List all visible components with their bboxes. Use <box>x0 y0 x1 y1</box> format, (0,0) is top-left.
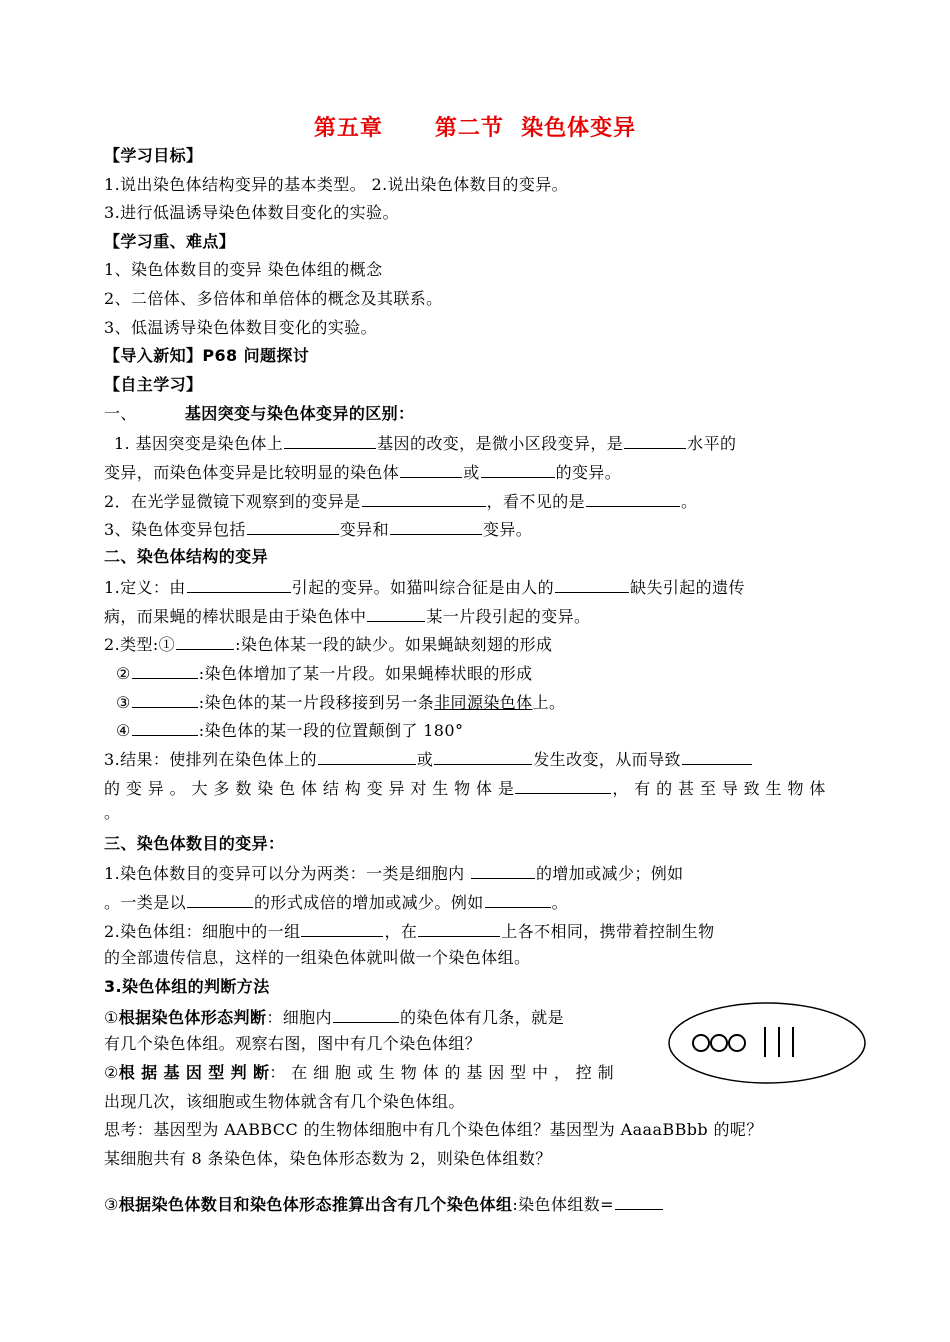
s1-line-3: 2．在光学显微镜下观察到的变异是 ，看不见的是 。 <box>104 492 698 511</box>
s3-number-line-1: 1.染色体数目的变异可以分为两类：一类是细胞内 的增加或减少；例如 <box>104 864 684 883</box>
self-study-heading: 【自主学习】 <box>104 375 203 394</box>
section-1-title: 基因突变与染色体变异的区别： <box>184 404 415 423</box>
s2-definition-line-2: 病，而果蝇的棒状眼是由于染色体中 某一片段引起的变异。 <box>104 607 591 626</box>
fill-blank[interactable] <box>555 576 629 593</box>
fill-blank[interactable] <box>390 518 482 535</box>
method-2-line-1: ②根 据 基 因 型 判 断： 在 细 胞 或 生 物 体 的 基 因 型 中 ， 控 制 <box>104 1063 615 1082</box>
fill-blank[interactable] <box>176 633 234 650</box>
s2-definition-line-1: 1.定义：由 引起的变异。如猫叫综合征是由人的 缺失引起的遗传 <box>104 578 745 597</box>
fill-blank[interactable] <box>586 490 680 507</box>
key-point-1: 1、染色体数目的变异 染色体组的概念 <box>104 260 383 279</box>
think-line-2: 某细胞共有 8 条染色体，染色体形态数为 2，则染色体组数？ <box>104 1149 552 1168</box>
fill-blank[interactable] <box>471 862 535 879</box>
s1-line-1: 1. 基因突变是染色体上 基因的改变，是微小区段变异，是 水平的 <box>114 434 737 453</box>
fill-blank[interactable] <box>485 891 551 908</box>
fill-blank[interactable] <box>333 1006 399 1023</box>
goal-line-2: 3.进行低温诱导染色体数目变化的实验。 <box>104 203 399 222</box>
s3-group-line-1: 2.染色体组：细胞中的一组 ，在 上各不相同，携带着控制生物 <box>104 922 715 941</box>
method-1-line-1: ①根据染色体形态判断：细胞内 的染色体有几条，就是 <box>104 1008 564 1027</box>
learning-goals-heading: 【学习目标】 <box>104 146 203 165</box>
fill-blank[interactable] <box>187 576 291 593</box>
fill-blank[interactable] <box>247 518 339 535</box>
fill-blank[interactable] <box>362 490 486 507</box>
fill-blank[interactable] <box>284 432 376 449</box>
s2-result-line-3: 。 <box>104 803 121 822</box>
fill-blank[interactable] <box>615 1193 663 1210</box>
key-point-2: 2、二倍体、多倍体和单倍体的概念及其联系。 <box>104 289 443 308</box>
method-3-line: ③根据染色体数目和染色体形态推算出含有几个染色体组:染色体组数= <box>104 1193 664 1215</box>
think-line-1: 思考：基因型为 AABBCC 的生物体细胞中有几个染色体组？基因型为 AaaaBBbb 的呢？ <box>104 1120 763 1139</box>
cell-outline <box>669 1003 865 1083</box>
method-heading: 3.染色体组的判断方法 <box>104 977 270 996</box>
fill-blank[interactable] <box>132 719 198 736</box>
s2-type-2: ② :染色体增加了某一片段。如果蝇棒状眼的形成 <box>116 664 533 683</box>
fill-blank[interactable] <box>132 691 198 708</box>
fill-blank[interactable] <box>301 920 383 937</box>
section-2-heading: 二、染色体结构的变异 <box>104 547 269 566</box>
fill-blank[interactable] <box>434 748 532 765</box>
fill-blank[interactable] <box>624 432 686 449</box>
intro-heading: 【导入新知】P68 问题探讨 <box>104 346 310 365</box>
method-1-line-2: 有几个染色体组。观察右图，图中有几个染色体组？ <box>104 1034 482 1053</box>
goal-line-1: 1.说出染色体结构变异的基本类型。 2.说出染色体数目的变异。 <box>104 175 569 194</box>
fill-blank[interactable] <box>318 748 416 765</box>
s3-number-line-2: 。一类是以 的形式成倍的增加或减少。例如 。 <box>104 893 569 912</box>
method-2-line-2: 出现几次，该细胞或生物体就含有几个染色体组。 <box>104 1092 465 1111</box>
fill-blank[interactable] <box>187 891 253 908</box>
section-1-number: 一、 <box>104 404 137 423</box>
fill-blank[interactable] <box>132 662 198 679</box>
rod-chromosomes <box>765 1027 793 1057</box>
key-points-heading: 【学习重、难点】 <box>104 232 236 251</box>
cell-chromosome-diagram <box>667 1001 867 1085</box>
s2-type-1: 2.类型:① :染色体某一段的缺少。如果蝇缺刻翅的形成 <box>104 635 553 654</box>
fill-blank[interactable] <box>515 777 611 794</box>
fill-blank[interactable] <box>481 461 555 478</box>
fill-blank[interactable] <box>418 920 500 937</box>
s2-result-line-2: 的 变 异 。 大 多 数 染 色 体 结 构 变 异 对 生 物 体 是 ， 有 的 甚 至 导 致 生 物 体 <box>104 779 826 798</box>
s3-group-line-2: 的全部遗传信息，这样的一组染色体就叫做一个染色体组。 <box>104 948 531 967</box>
s1-line-4: 3、染色体变异包括 变异和 变异。 <box>104 520 533 539</box>
key-point-3: 3、低温诱导染色体数目变化的实验。 <box>104 318 377 337</box>
fill-blank[interactable] <box>367 605 425 622</box>
s2-type-3: ③ :染色体的某一片段移接到另一条非同源染色体上。 <box>116 693 566 712</box>
section-1-heading <box>104 404 414 424</box>
section-3-heading: 三、染色体数目的变异： <box>104 834 285 853</box>
fill-blank[interactable] <box>400 461 462 478</box>
round-chromosomes <box>693 1035 745 1051</box>
s2-type-4: ④ :染色体的某一段的位置颠倒了 180° <box>116 721 464 740</box>
s1-line-2: 变异，而染色体变异是比较明显的染色体 或 的变异。 <box>104 463 622 482</box>
fill-blank[interactable] <box>682 748 752 765</box>
s2-result-line-1: 3.结果：使排列在染色体上的 或 发生改变，从而导致 <box>104 748 753 770</box>
page-title: 第五章 第二节 染色体变异 <box>313 116 637 141</box>
